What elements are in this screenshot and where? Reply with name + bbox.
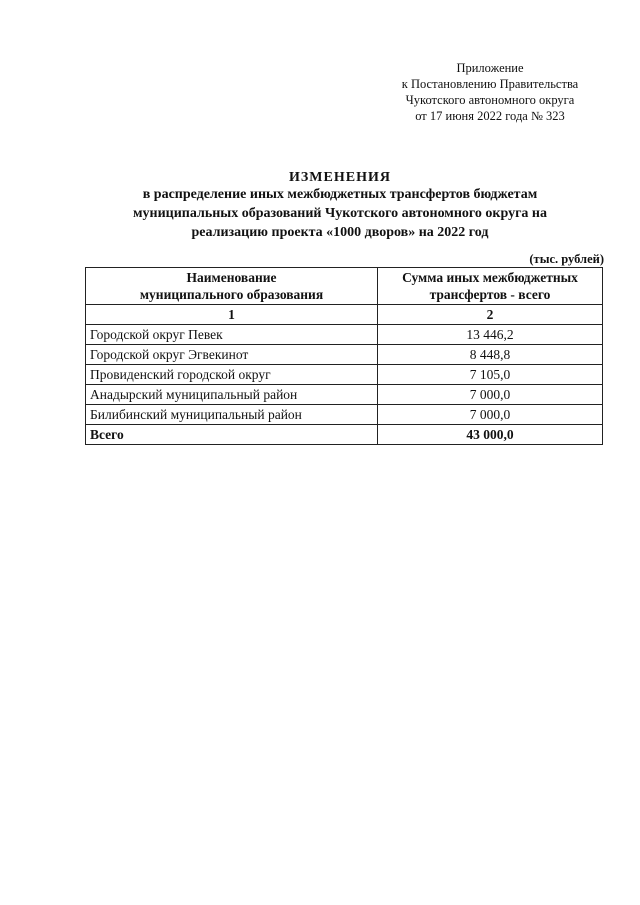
unit-note: (тыс. рублей): [529, 252, 604, 266]
municipality-name: Городской округ Певек: [86, 325, 378, 345]
appendix-line: Приложение: [456, 61, 524, 75]
subtitle-line: реализацию проекта «1000 дворов» на 2022 год: [191, 225, 489, 240]
document-subtitle: [80, 185, 600, 242]
column-number: 2: [378, 305, 603, 325]
header-line: муниципального образования: [139, 287, 324, 302]
transfer-amount: 13 446,2: [378, 325, 603, 345]
municipality-name: Билибинский муниципальный район: [86, 405, 378, 425]
table-row: [86, 345, 603, 365]
table-header-row: [86, 268, 603, 305]
appendix-line: к Постановлению Правительства: [401, 77, 579, 91]
subtitle-line: муниципальных образований Чукотского автономного округа на: [132, 206, 548, 221]
total-amount: 43 000,0: [378, 425, 603, 445]
transfers-table: [85, 267, 603, 445]
header-line: Сумма иных межбюджетных: [402, 270, 578, 285]
table-row: [86, 385, 603, 405]
appendix-line: от 17 июня 2022 года № 323: [415, 109, 565, 123]
municipality-name: Провиденский городской округ: [86, 365, 378, 385]
transfer-amount: 8 448,8: [378, 345, 603, 365]
subtitle-line: в распределение иных межбюджетных трансфертов бюджетам: [142, 187, 538, 202]
column-number-row: [86, 305, 603, 325]
header-amount: [378, 268, 603, 305]
header-line: Наименование: [186, 270, 277, 285]
header-municipality: [86, 268, 378, 305]
municipality-name: Городской округ Эгвекинот: [86, 345, 378, 365]
total-label: Всего: [86, 425, 378, 445]
transfer-amount: 7 000,0: [378, 385, 603, 405]
table-row: [86, 325, 603, 345]
transfer-amount: 7 000,0: [378, 405, 603, 425]
transfer-amount: 7 105,0: [378, 365, 603, 385]
appendix-line: Чукотского автономного округа: [405, 93, 575, 107]
document-heading: ИЗМЕНЕНИЯ: [289, 170, 391, 185]
header-line: трансфертов - всего: [429, 287, 551, 302]
table-row: [86, 405, 603, 425]
column-number: 1: [86, 305, 378, 325]
appendix-block: [360, 60, 620, 124]
table-row: [86, 365, 603, 385]
total-row: [86, 425, 603, 445]
municipality-name: Анадырский муниципальный район: [86, 385, 378, 405]
